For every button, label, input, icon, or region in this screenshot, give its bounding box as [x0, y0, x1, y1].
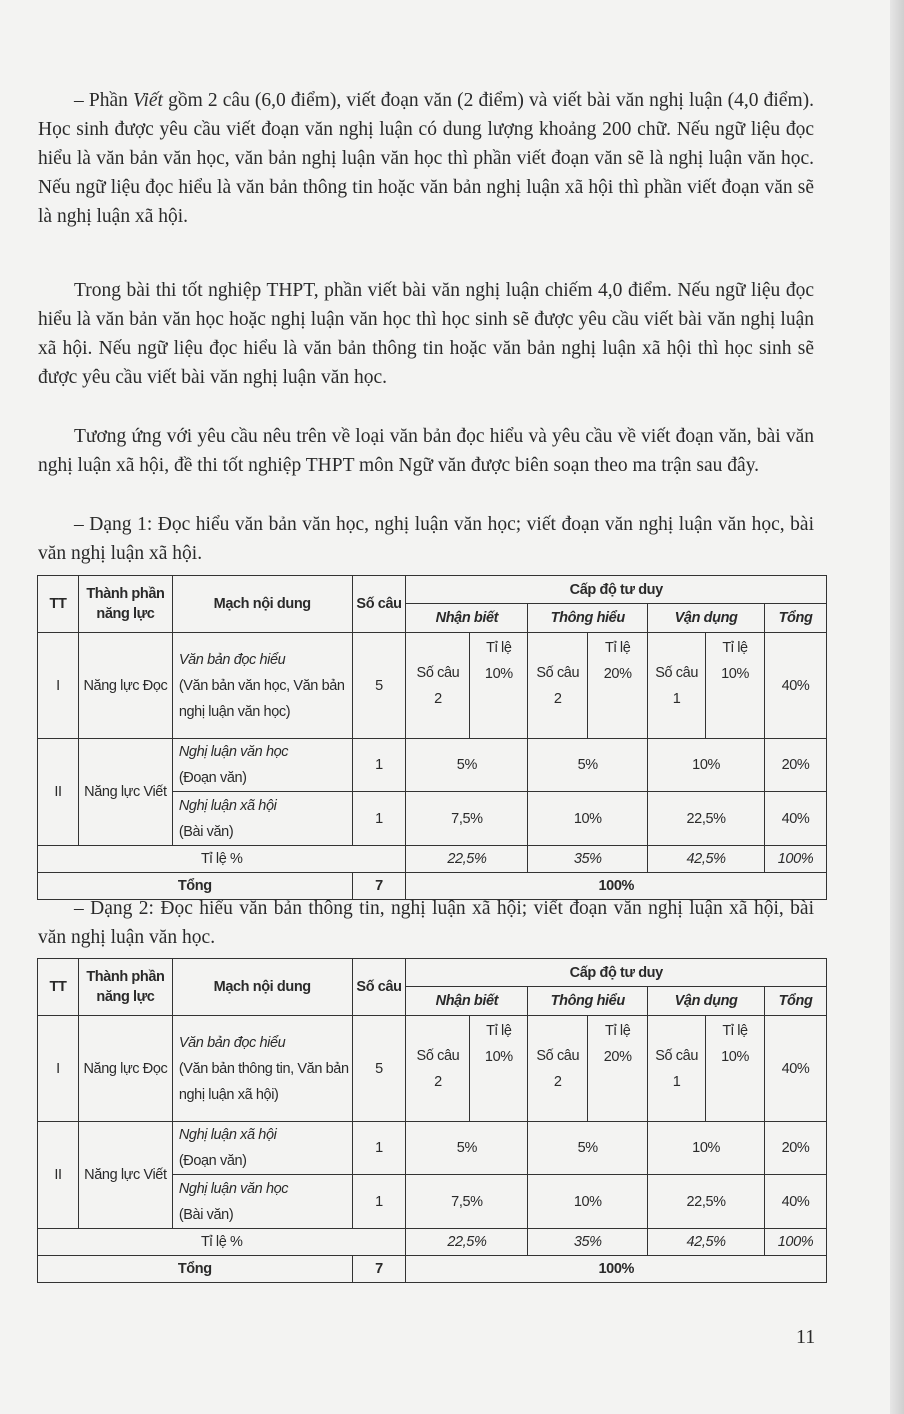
table-row [38, 1122, 827, 1175]
paragraph-type-2: – Dạng 2: Đọc hiểu văn bản thông tin, nghị luận xã hội; viết đoạn văn nghị luận xã hội, bài văn nghị luận văn học. [38, 898, 814, 948]
percent: 10% [484, 666, 513, 682]
row-nb: 7,5% [406, 792, 528, 846]
paragraph-exam-essay: Trong bài thi tốt nghiệp THPT, phần viết bài văn nghị luận chiếm 4,0 điểm. Nếu ngữ liệu đọc hiểu là văn bản văn học hoặc nghị luận văn học thì học sinh sẽ được yêu cầu viết bài văn nghị luận xã hội. Nếu ngữ liệu đọc hiểu là văn bản thông tin hoặc văn bản nghị luận xã hội thì học sinh sẽ được yêu cầu viết bài văn nghị luận văn học. [38, 280, 814, 388]
ratio-th: 35% [528, 1229, 648, 1256]
header-tong: Tổng [765, 604, 827, 633]
mach-detail: (Đoạn văn) [178, 1153, 247, 1169]
sub-cell [528, 633, 588, 739]
row-tong: 40% [765, 1016, 827, 1122]
count: 2 [434, 690, 442, 707]
header-thong-hieu: Thông hiểu [528, 604, 648, 633]
count: 2 [553, 690, 562, 707]
count: 1 [672, 690, 681, 707]
percent: 10% [721, 1049, 749, 1065]
row-tt: II [38, 739, 79, 846]
matrix-table-type-2 [37, 958, 827, 1283]
so-cau-label: Số câu [416, 664, 460, 681]
percent: 20% [603, 1049, 632, 1065]
header-cap-do: Cấp độ tư duy [406, 959, 827, 987]
page-edge-shadow [890, 0, 904, 1414]
total-label: Tổng [38, 873, 353, 900]
ratio-nb: 22,5% [406, 1229, 528, 1256]
mach-title: Nghị luận văn học [178, 744, 289, 760]
sub-cell [648, 1016, 706, 1122]
header-row [38, 959, 827, 987]
sub-cell [588, 1016, 648, 1122]
row-mach [172, 633, 352, 739]
ratio-vd: 42,5% [648, 1229, 765, 1256]
ti-le-label: Tỉ lệ [486, 640, 512, 656]
ratio-row [38, 846, 827, 873]
header-mach: Mạch nội dung [172, 576, 352, 633]
row-tong: 40% [765, 1175, 827, 1229]
row-so-cau: 5 [352, 633, 406, 739]
row-tt: I [38, 633, 79, 739]
ratio-th: 35% [528, 846, 648, 873]
sub-cell [706, 633, 765, 739]
ratio-label: Tỉ lệ % [38, 1229, 406, 1256]
sub-cell [406, 633, 470, 739]
sub-cell [648, 633, 706, 739]
sub-cell [470, 1016, 528, 1122]
mach-title: Văn bản đọc hiểu [178, 1034, 286, 1051]
count: 2 [553, 1073, 562, 1090]
sub-cell [706, 1016, 765, 1122]
header-cap-do: Cấp độ tư duy [406, 576, 827, 604]
row-vd: 22,5% [648, 792, 765, 846]
row-so-cau: 1 [352, 739, 406, 792]
row-nb: 5% [406, 739, 528, 792]
count: 1 [672, 1073, 681, 1090]
ti-le-label: Tỉ lệ [604, 1023, 631, 1039]
row-th: 10% [528, 1175, 648, 1229]
mach-detail: (Văn bản thông tin, Văn bản nghị luận xã hội) [178, 1060, 349, 1103]
ti-le-label: Tỉ lệ [722, 640, 748, 656]
row-tong: 40% [765, 792, 827, 846]
header-tt: TT [38, 576, 79, 633]
so-cau-label: Số câu [536, 664, 580, 681]
row-nang-luc: Năng lực Viết [78, 1122, 172, 1229]
mach-title: Nghị luận xã hội [178, 1127, 277, 1143]
ti-le-label: Tỉ lệ [486, 1023, 512, 1039]
header-tt: TT [38, 959, 79, 1016]
mach-title: Nghị luận xã hội [178, 797, 277, 814]
header-row [38, 576, 827, 604]
row-mach [172, 792, 352, 846]
percent: 20% [603, 666, 632, 682]
row-nb: 5% [406, 1122, 528, 1175]
italic-text: Viết [133, 90, 163, 111]
row-tong: 20% [765, 1122, 827, 1175]
text: – Phần [74, 90, 133, 111]
total-label: Tổng [38, 1256, 353, 1283]
header-so-cau: Số câu [352, 959, 406, 1016]
sub-cell [528, 1016, 588, 1122]
row-mach [172, 1016, 352, 1122]
paragraph-matrix-intro: Tương ứng với yêu cầu nêu trên về loại văn bản đọc hiểu và yêu cầu về viết đoạn văn, bài văn nghị luận xã hội, đề thi tốt nghiệp THPT môn Ngữ văn được biên soạn theo ma trận sau đây. [38, 426, 814, 476]
row-th: 5% [528, 1122, 648, 1175]
row-tong: 40% [765, 633, 827, 739]
so-cau-label: Số câu [655, 1047, 698, 1064]
row-nang-luc: Năng lực Viết [78, 739, 172, 846]
paragraph-type-1: – Dạng 1: Đọc hiểu văn bản văn học, nghị luận văn học; viết đoạn văn nghị luận văn học, bài văn nghị luận xã hội. [38, 514, 814, 564]
so-cau-label: Số câu [416, 1047, 460, 1064]
header-van-dung: Vận dụng [648, 987, 765, 1016]
row-so-cau: 1 [352, 792, 406, 846]
mach-detail: (Bài văn) [178, 823, 234, 840]
mach-title: Nghị luận văn học [178, 1180, 289, 1197]
ti-le-label: Tỉ lệ [604, 640, 631, 656]
matrix-table-type-1 [37, 575, 827, 900]
row-mach [172, 1175, 352, 1229]
ti-le-label: Tỉ lệ [722, 1023, 748, 1039]
header-mach: Mạch nội dung [172, 959, 352, 1016]
count: 2 [434, 1073, 442, 1090]
total-pct: 100% [406, 873, 827, 900]
ratio-label: Tỉ lệ % [38, 846, 406, 873]
row-vd: 10% [648, 739, 765, 792]
row-nang-luc: Năng lực Đọc [78, 633, 172, 739]
total-row [38, 1256, 827, 1283]
row-mach [172, 739, 352, 792]
header-so-cau: Số câu [352, 576, 406, 633]
row-th: 10% [528, 792, 648, 846]
header-van-dung: Vận dụng [648, 604, 765, 633]
mach-detail: (Bài văn) [178, 1206, 234, 1223]
so-cau-label: Số câu [536, 1047, 580, 1064]
so-cau-label: Số câu [655, 664, 698, 681]
row-vd: 10% [648, 1122, 765, 1175]
sub-cell [406, 1016, 470, 1122]
row-nang-luc: Năng lực Đọc [78, 1016, 172, 1122]
table-row [38, 1016, 827, 1122]
mach-detail: (Đoạn văn) [178, 770, 247, 786]
mach-title: Văn bản đọc hiểu [178, 651, 286, 668]
header-nhan-biet: Nhận biết [406, 604, 528, 633]
sub-cell [588, 633, 648, 739]
row-tt: II [38, 1122, 79, 1229]
header-thong-hieu: Thông hiểu [528, 987, 648, 1016]
row-tt: I [38, 1016, 79, 1122]
ratio-vd: 42,5% [648, 846, 765, 873]
header-thanh-phan: Thành phần năng lực [78, 576, 172, 633]
ratio-row [38, 1229, 827, 1256]
paragraph-writing-section [38, 86, 814, 231]
text: gồm 2 câu (6,0 điểm), viết đoạn văn (2 điểm) và viết bài văn nghị luận (4,0 điểm). Học sinh được yêu cầu viết đoạn văn nghị luận có dung lượng khoảng 200 chữ. Nếu ngữ liệu đọc hiểu là văn bản văn học, văn bản nghị luận văn học thì phần viết đoạn văn sẽ là nghị luận văn học. Nếu ngữ liệu đọc hiểu là văn bản thông tin hoặc văn bản nghị luận xã hội thì phần viết đoạn văn sẽ là nghị luận xã hội. [38, 90, 815, 227]
row-so-cau: 1 [352, 1175, 406, 1229]
percent: 10% [484, 1049, 513, 1065]
header-nhan-biet: Nhận biết [406, 987, 528, 1016]
table-row [38, 739, 827, 792]
row-so-cau: 5 [352, 1016, 406, 1122]
page-number: 11 [796, 1326, 816, 1348]
row-nb: 7,5% [406, 1175, 528, 1229]
header-thanh-phan: Thành phần năng lực [78, 959, 172, 1016]
ratio-nb: 22,5% [406, 846, 528, 873]
row-tong: 20% [765, 739, 827, 792]
ratio-tong: 100% [765, 1229, 827, 1256]
total-so-cau: 7 [352, 1256, 406, 1283]
ratio-tong: 100% [765, 846, 827, 873]
total-row [38, 873, 827, 900]
total-so-cau: 7 [352, 873, 406, 900]
row-so-cau: 1 [352, 1122, 406, 1175]
header-tong: Tổng [765, 987, 827, 1016]
table-row [38, 633, 827, 739]
sub-cell [470, 633, 528, 739]
total-pct: 100% [406, 1256, 827, 1283]
row-mach [172, 1122, 352, 1175]
percent: 10% [721, 666, 749, 682]
row-th: 5% [528, 739, 648, 792]
row-vd: 22,5% [648, 1175, 765, 1229]
mach-detail: (Văn bản văn học, Văn bản nghị luận văn học) [178, 677, 345, 720]
